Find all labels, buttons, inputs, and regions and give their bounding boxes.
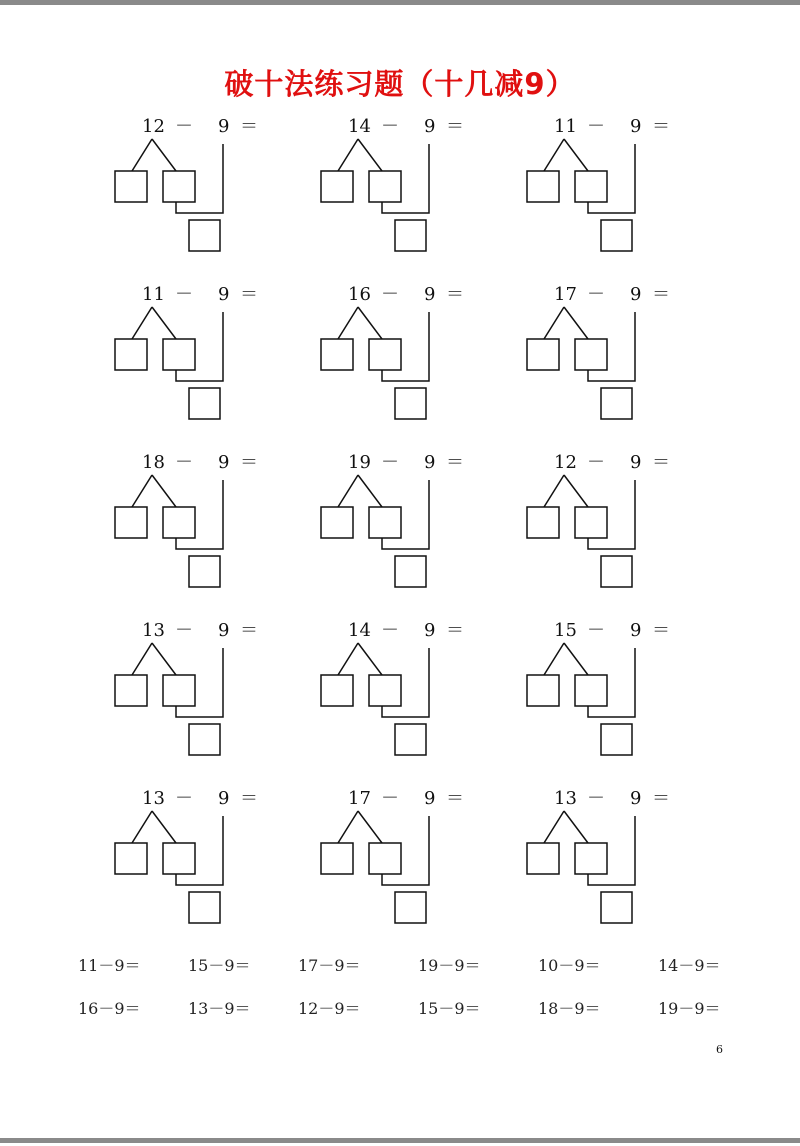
answer-box-ones[interactable] xyxy=(369,843,401,874)
drill-equation: 13－9＝ xyxy=(188,999,251,1018)
bottom-border xyxy=(0,1138,800,1143)
operator: － xyxy=(175,620,193,641)
answer-box-tens[interactable] xyxy=(115,675,147,706)
answer-box-tens[interactable] xyxy=(115,339,147,370)
drill-equation: 18－9＝ xyxy=(538,999,601,1018)
decomposition-diagram xyxy=(527,463,727,603)
minuend: 15 xyxy=(554,620,577,641)
answer-box-ones[interactable] xyxy=(163,843,195,874)
split-line-right xyxy=(358,307,382,339)
break-ten-problem xyxy=(527,452,727,603)
split-line-right xyxy=(152,307,176,339)
operator: － xyxy=(381,284,399,305)
minuend: 12 xyxy=(142,116,165,137)
minuend: 17 xyxy=(554,284,577,305)
answer-box-tens[interactable] xyxy=(321,675,353,706)
answer-box-result[interactable] xyxy=(601,388,632,419)
split-line-left xyxy=(338,643,358,675)
split-line-right xyxy=(152,643,176,675)
equals-sign: ＝ xyxy=(240,788,258,809)
answer-box-result[interactable] xyxy=(189,388,220,419)
subtrahend: 9 xyxy=(218,284,230,305)
answer-box-ones[interactable] xyxy=(575,339,607,370)
answer-box-tens[interactable] xyxy=(527,675,559,706)
minuend: 16 xyxy=(348,284,371,305)
split-line-left xyxy=(338,307,358,339)
decomposition-diagram xyxy=(115,631,315,771)
operator: － xyxy=(175,284,193,305)
drill-equation: 19－9＝ xyxy=(418,956,481,975)
drill-equation: 11－9＝ xyxy=(78,956,141,975)
answer-box-ones[interactable] xyxy=(575,675,607,706)
answer-box-result[interactable] xyxy=(395,388,426,419)
answer-box-ones[interactable] xyxy=(163,675,195,706)
answer-box-result[interactable] xyxy=(189,724,220,755)
minuend: 14 xyxy=(348,620,371,641)
equals-sign: ＝ xyxy=(446,788,464,809)
split-line-right xyxy=(358,643,382,675)
decomposition-diagram xyxy=(527,295,727,435)
answer-box-ones[interactable] xyxy=(163,507,195,538)
decomposition-diagram xyxy=(321,799,521,939)
answer-box-result[interactable] xyxy=(395,220,426,251)
answer-box-ones[interactable] xyxy=(369,171,401,202)
minuend: 13 xyxy=(142,620,165,641)
break-ten-problem xyxy=(321,452,521,603)
drill-equation: 10－9＝ xyxy=(538,956,601,975)
answer-box-tens[interactable] xyxy=(321,843,353,874)
minuend: 11 xyxy=(142,284,165,305)
answer-box-ones[interactable] xyxy=(575,507,607,538)
decomposition-diagram xyxy=(527,631,727,771)
split-line-left xyxy=(132,139,152,171)
drill-equation: 17－9＝ xyxy=(298,956,361,975)
answer-box-tens[interactable] xyxy=(115,507,147,538)
break-ten-problem xyxy=(527,788,727,939)
decomposition-diagram xyxy=(527,799,727,939)
minuend: 13 xyxy=(142,788,165,809)
operator: － xyxy=(587,452,605,473)
answer-box-tens[interactable] xyxy=(321,171,353,202)
answer-box-ones[interactable] xyxy=(163,339,195,370)
subtrahend: 9 xyxy=(630,284,642,305)
split-line-left xyxy=(544,475,564,507)
equals-sign: ＝ xyxy=(446,620,464,641)
decomposition-diagram xyxy=(115,295,315,435)
equals-sign: ＝ xyxy=(652,116,670,137)
subtrahend: 9 xyxy=(424,452,436,473)
answer-box-result[interactable] xyxy=(601,556,632,587)
break-ten-problem xyxy=(321,284,521,435)
break-ten-problem xyxy=(321,116,521,267)
operator: － xyxy=(381,116,399,137)
equals-sign: ＝ xyxy=(240,620,258,641)
decomposition-diagram xyxy=(321,463,521,603)
break-ten-problem xyxy=(115,284,315,435)
break-ten-problem xyxy=(527,620,727,771)
split-line-right xyxy=(358,811,382,843)
equals-sign: ＝ xyxy=(240,116,258,137)
answer-box-result[interactable] xyxy=(601,892,632,923)
break-ten-problem xyxy=(115,452,315,603)
decomposition-diagram xyxy=(115,463,315,603)
answer-box-ones[interactable] xyxy=(163,171,195,202)
split-line-right xyxy=(564,475,588,507)
answer-box-result[interactable] xyxy=(189,220,220,251)
split-line-left xyxy=(544,643,564,675)
operator: － xyxy=(587,620,605,641)
answer-box-tens[interactable] xyxy=(115,171,147,202)
minuend: 11 xyxy=(554,116,577,137)
operator: － xyxy=(381,620,399,641)
drill-equation: 15－9＝ xyxy=(188,956,251,975)
answer-box-tens[interactable] xyxy=(321,339,353,370)
split-line-left xyxy=(544,811,564,843)
subtrahend: 9 xyxy=(218,620,230,641)
drill-equation: 15－9＝ xyxy=(418,999,481,1018)
break-ten-problem xyxy=(321,788,521,939)
split-line-left xyxy=(338,811,358,843)
answer-box-tens[interactable] xyxy=(527,171,559,202)
split-line-left xyxy=(132,307,152,339)
page-title: 破十法练习题（十几减9） xyxy=(224,67,576,101)
minuend: 18 xyxy=(142,452,165,473)
operator: － xyxy=(381,788,399,809)
subtrahend: 9 xyxy=(630,620,642,641)
split-line-right xyxy=(152,139,176,171)
subtrahend: 9 xyxy=(630,788,642,809)
equals-sign: ＝ xyxy=(446,116,464,137)
break-ten-problem xyxy=(527,116,727,267)
subtrahend: 9 xyxy=(424,284,436,305)
minuend: 12 xyxy=(554,452,577,473)
minuend: 13 xyxy=(554,788,577,809)
break-ten-problem xyxy=(115,788,315,939)
page-number: 6 xyxy=(716,1043,723,1056)
split-line-right xyxy=(564,811,588,843)
subtrahend: 9 xyxy=(218,452,230,473)
answer-box-result[interactable] xyxy=(189,556,220,587)
decomposition-diagram xyxy=(115,127,315,267)
split-line-right xyxy=(358,139,382,171)
answer-box-ones[interactable] xyxy=(575,171,607,202)
answer-box-result[interactable] xyxy=(189,892,220,923)
minuend: 14 xyxy=(348,116,371,137)
operator: － xyxy=(587,116,605,137)
minuend: 17 xyxy=(348,788,371,809)
subtrahend: 9 xyxy=(218,788,230,809)
answer-box-result[interactable] xyxy=(395,724,426,755)
split-line-left xyxy=(132,811,152,843)
equals-sign: ＝ xyxy=(652,788,670,809)
split-line-right xyxy=(152,475,176,507)
subtrahend: 9 xyxy=(218,116,230,137)
split-line-left xyxy=(132,475,152,507)
answer-box-tens[interactable] xyxy=(115,843,147,874)
answer-box-tens[interactable] xyxy=(321,507,353,538)
decomposition-diagram xyxy=(321,295,521,435)
equals-sign: ＝ xyxy=(446,284,464,305)
answer-box-ones[interactable] xyxy=(369,339,401,370)
decomposition-diagram xyxy=(115,799,315,939)
answer-box-tens[interactable] xyxy=(527,339,559,370)
split-line-right xyxy=(358,475,382,507)
drill-equation: 14－9＝ xyxy=(658,956,721,975)
break-ten-problem xyxy=(115,116,315,267)
split-line-left xyxy=(338,475,358,507)
decomposition-diagram xyxy=(527,127,727,267)
split-line-left xyxy=(132,643,152,675)
answer-box-result[interactable] xyxy=(601,220,632,251)
break-ten-problem xyxy=(115,620,315,771)
split-line-left xyxy=(544,139,564,171)
subtrahend: 9 xyxy=(630,116,642,137)
subtrahend: 9 xyxy=(424,620,436,641)
split-line-left xyxy=(544,307,564,339)
split-line-right xyxy=(564,307,588,339)
equals-sign: ＝ xyxy=(652,284,670,305)
operator: － xyxy=(587,788,605,809)
equals-sign: ＝ xyxy=(652,452,670,473)
split-line-right xyxy=(564,643,588,675)
top-border xyxy=(0,0,800,5)
equals-sign: ＝ xyxy=(240,452,258,473)
split-line-right xyxy=(152,811,176,843)
drill-equation: 12－9＝ xyxy=(298,999,361,1018)
answer-box-result[interactable] xyxy=(395,556,426,587)
answer-box-tens[interactable] xyxy=(527,843,559,874)
subtrahend: 9 xyxy=(424,788,436,809)
answer-box-ones[interactable] xyxy=(369,675,401,706)
minuend: 19 xyxy=(348,452,371,473)
drill-equation: 16－9＝ xyxy=(78,999,141,1018)
break-ten-problem xyxy=(527,284,727,435)
break-ten-problem xyxy=(321,620,521,771)
subtrahend: 9 xyxy=(630,452,642,473)
answer-box-ones[interactable] xyxy=(575,843,607,874)
operator: － xyxy=(175,788,193,809)
decomposition-diagram xyxy=(321,127,521,267)
answer-box-result[interactable] xyxy=(601,724,632,755)
equals-sign: ＝ xyxy=(446,452,464,473)
equals-sign: ＝ xyxy=(240,284,258,305)
drill-equation: 19－9＝ xyxy=(658,999,721,1018)
answer-box-tens[interactable] xyxy=(527,507,559,538)
subtrahend: 9 xyxy=(424,116,436,137)
split-line-right xyxy=(564,139,588,171)
operator: － xyxy=(175,452,193,473)
decomposition-diagram xyxy=(321,631,521,771)
operator: － xyxy=(381,452,399,473)
split-line-left xyxy=(338,139,358,171)
operator: － xyxy=(587,284,605,305)
answer-box-result[interactable] xyxy=(395,892,426,923)
equals-sign: ＝ xyxy=(652,620,670,641)
answer-box-ones[interactable] xyxy=(369,507,401,538)
operator: － xyxy=(175,116,193,137)
